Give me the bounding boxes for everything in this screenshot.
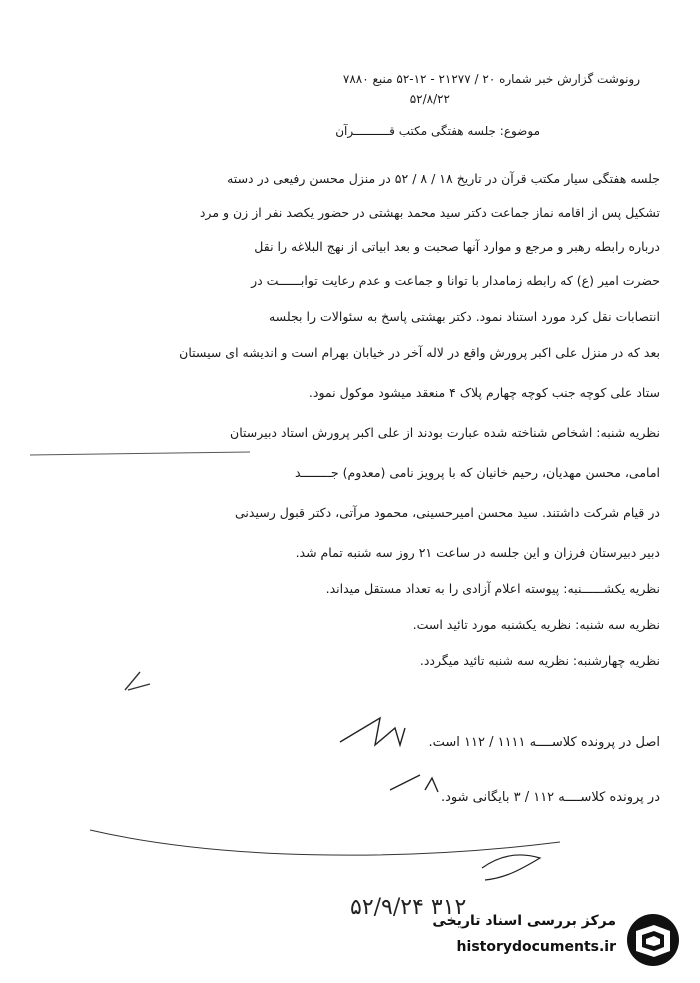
body-line: بعد که در منزل علی اکبر پرورش واقع در لاله آخر در خیابان بهرام است و اندیشه ای سیستان bbox=[179, 345, 660, 360]
archive-logo-icon bbox=[624, 911, 682, 969]
document-subject: موضوع: جلسه هفتگی مکتب قــــــــــرآن bbox=[335, 124, 540, 138]
body-line: امامی، محسن مهدیان، رحیم خانیان که با پرویز نامی (معدوم) جــــــــد bbox=[295, 465, 660, 480]
body-line: درباره رابطه رهبر و مرجع و موارد آنها صحبت و بعد ابیاتی از نهج البلاغه را نقل bbox=[254, 239, 660, 254]
body-line: نظریه یکشــــــنبه: پیوسته اعلام آزادی را به تعداد مستقل میداند. bbox=[325, 581, 660, 596]
body-line: تشکیل پس از اقامه نماز جماعت دکتر سید محمد بهشتی در حضور یکصد نفر از زن و مرد bbox=[199, 205, 660, 220]
footer-line: در پرونده کلاســــه ۱۱۲ / ۳ بایگانی شود. bbox=[440, 790, 660, 805]
watermark bbox=[406, 909, 686, 971]
document-header-date: ۵۲/۸/۲۲ bbox=[409, 92, 450, 106]
handwritten-date: ۵۲/۹/۲۴ ۳۱۲ bbox=[350, 895, 467, 920]
body-line: نظریه شنبه: اشخاص شناخته شده عبارت بودند از علی اکبر پرورش استاد دبیرستان bbox=[230, 425, 660, 440]
watermark-url: historydocuments.ir bbox=[456, 939, 616, 955]
body-line: در قیام شرکت داشتند. سید محسن امیرحسینی، محمود مرآتی، دکتر قبول رسیدنی bbox=[235, 505, 660, 520]
body-line: حضرت امیر (ع) که رابطه زمامدار با توانا و جماعت و عدم رعایت توابــــــت در bbox=[251, 273, 660, 288]
body-line: جلسه هفتگی سیار مکتب قرآن در تاریخ ۱۸ / ۸ / ۵۲ در منزل محسن رفیعی در دسته bbox=[227, 171, 660, 186]
document-header: رونوشت گزارش خبر شماره ۲۰ / ۲۱۲۷۷ - ۱۲-۵۲ منبع ۷۸۸۰ bbox=[342, 72, 640, 86]
body-line: دبیر دبیرستان فرزان و این جلسه در ساعت ۲۱ روز سه شنبه تمام شد. bbox=[295, 545, 660, 560]
body-line: نظریه چهارشنبه: نظریه سه شنبه تائید میگردد. bbox=[419, 653, 660, 668]
body-line: نظریه سه شنبه: نظریه یکشنبه مورد تائید است. bbox=[412, 617, 660, 632]
body-line: انتصابات نقل کرد مورد استناد نمود. دکتر بهشتی پاسخ به سئوالات را بجلسه bbox=[268, 309, 660, 324]
watermark-name: مرکز بررسی اسناد تاریخی bbox=[432, 913, 616, 929]
body-line: ستاد علی کوچه جنب کوچه چهارم پلاک ۴ منعقد میشود موکول نمود. bbox=[308, 385, 660, 400]
footer-line: اصل در پرونده کلاســــه ۱۱۱۱ / ۱۱۲ است. bbox=[428, 735, 660, 750]
